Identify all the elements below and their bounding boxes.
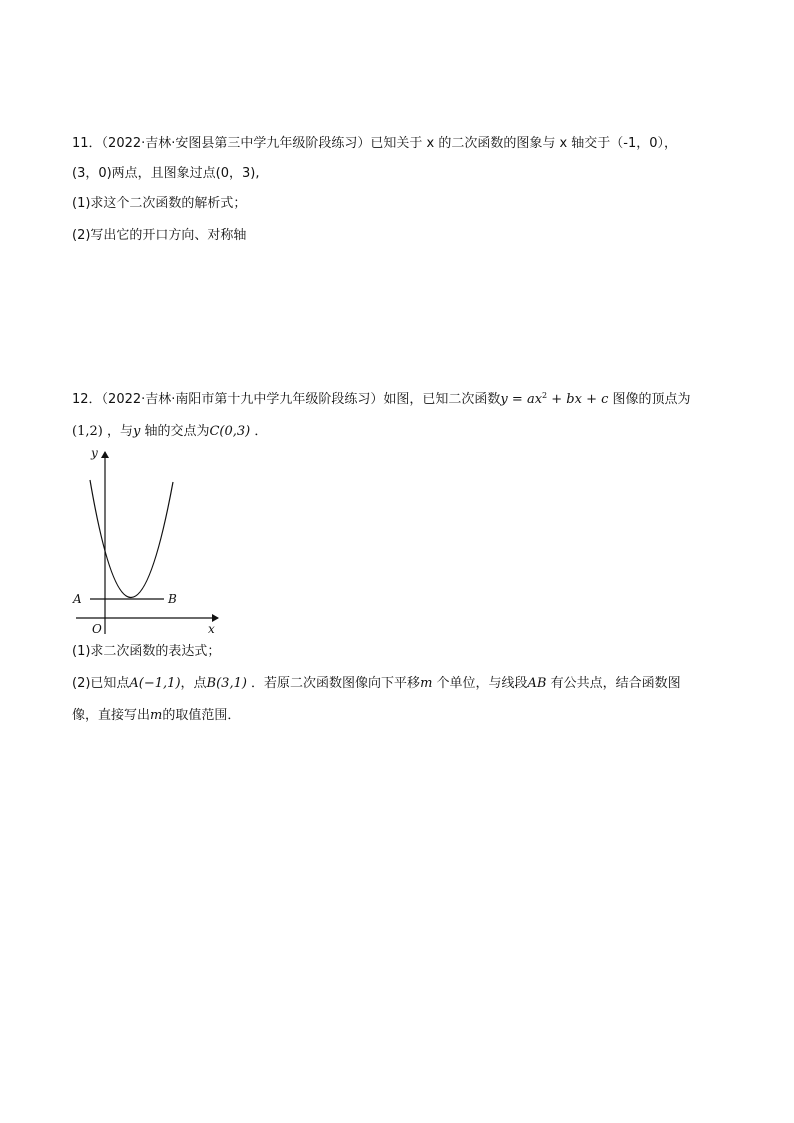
vertex-point: (1,2) (72, 424, 103, 439)
q12-p2-d: 个单位，与线段 (432, 676, 528, 691)
q12-p2-e: 有公共点，结合函数图 (546, 676, 681, 691)
point-b: B(3,1) (206, 676, 247, 691)
q11-line2: (3，0)两点，且图象过点(0，3), (72, 166, 260, 181)
label-y: y (91, 446, 98, 460)
q12-p2-b: ，点 (180, 676, 207, 691)
label-b: B (168, 592, 177, 606)
point-c: C(0,3) (209, 424, 251, 439)
q12-p2-a: (2)已知点 (72, 676, 130, 691)
eq-y: y (500, 392, 508, 407)
parabola-figure (72, 444, 222, 636)
label-a: A (73, 592, 82, 606)
q12-mid2: 轴的交点为 (140, 424, 210, 439)
eq-ax: ax (526, 392, 543, 407)
point-a: A(−1,1) (129, 676, 181, 691)
q12-part2-line1 (72, 676, 681, 692)
q11-part1: (1)求这个二次函数的解析式； (72, 196, 247, 211)
eq-exponent: 2 (542, 391, 548, 400)
label-x: x (208, 622, 215, 636)
q12-end: ． (250, 424, 268, 439)
label-origin: O (92, 622, 102, 636)
parabola-curve (90, 480, 173, 598)
q12-part2-line2 (72, 708, 240, 724)
y-axis-symbol: y (132, 424, 141, 439)
q12-p2-line2-b: 的取值范围． (162, 708, 241, 723)
eq-equals: = (507, 392, 527, 407)
m-symbol-1: m (420, 676, 433, 691)
q12-vertex-line (72, 424, 267, 440)
eq-rest: + bx + c (547, 392, 609, 407)
q12-p2-line2-a: 像，直接写出 (72, 708, 151, 723)
q12-intro-tail: 图像的顶点为 (608, 392, 691, 407)
q11-line1: 11．（2022·吉林·安图县第三中学九年级阶段练习）已知关于 x 的二次函数的图象与 x 轴交于（-1，0）， (72, 136, 678, 151)
q11-part2: (2)写出它的开口方向、对称轴 (72, 228, 247, 243)
q12-intro: 12．（2022·吉林·南阳市第十九中学九年级阶段练习）如图，已知二次函数 (72, 392, 501, 407)
q12-p2-c: ．若原二次函数图像向下平移 (246, 676, 421, 691)
q12-part1: (1)求二次函数的表达式； (72, 644, 221, 659)
segment-ab-symbol: AB (527, 676, 547, 691)
q12-mid1: ，与 (102, 424, 133, 439)
q12-intro-line (72, 388, 691, 408)
m-symbol-2: m (150, 708, 163, 723)
